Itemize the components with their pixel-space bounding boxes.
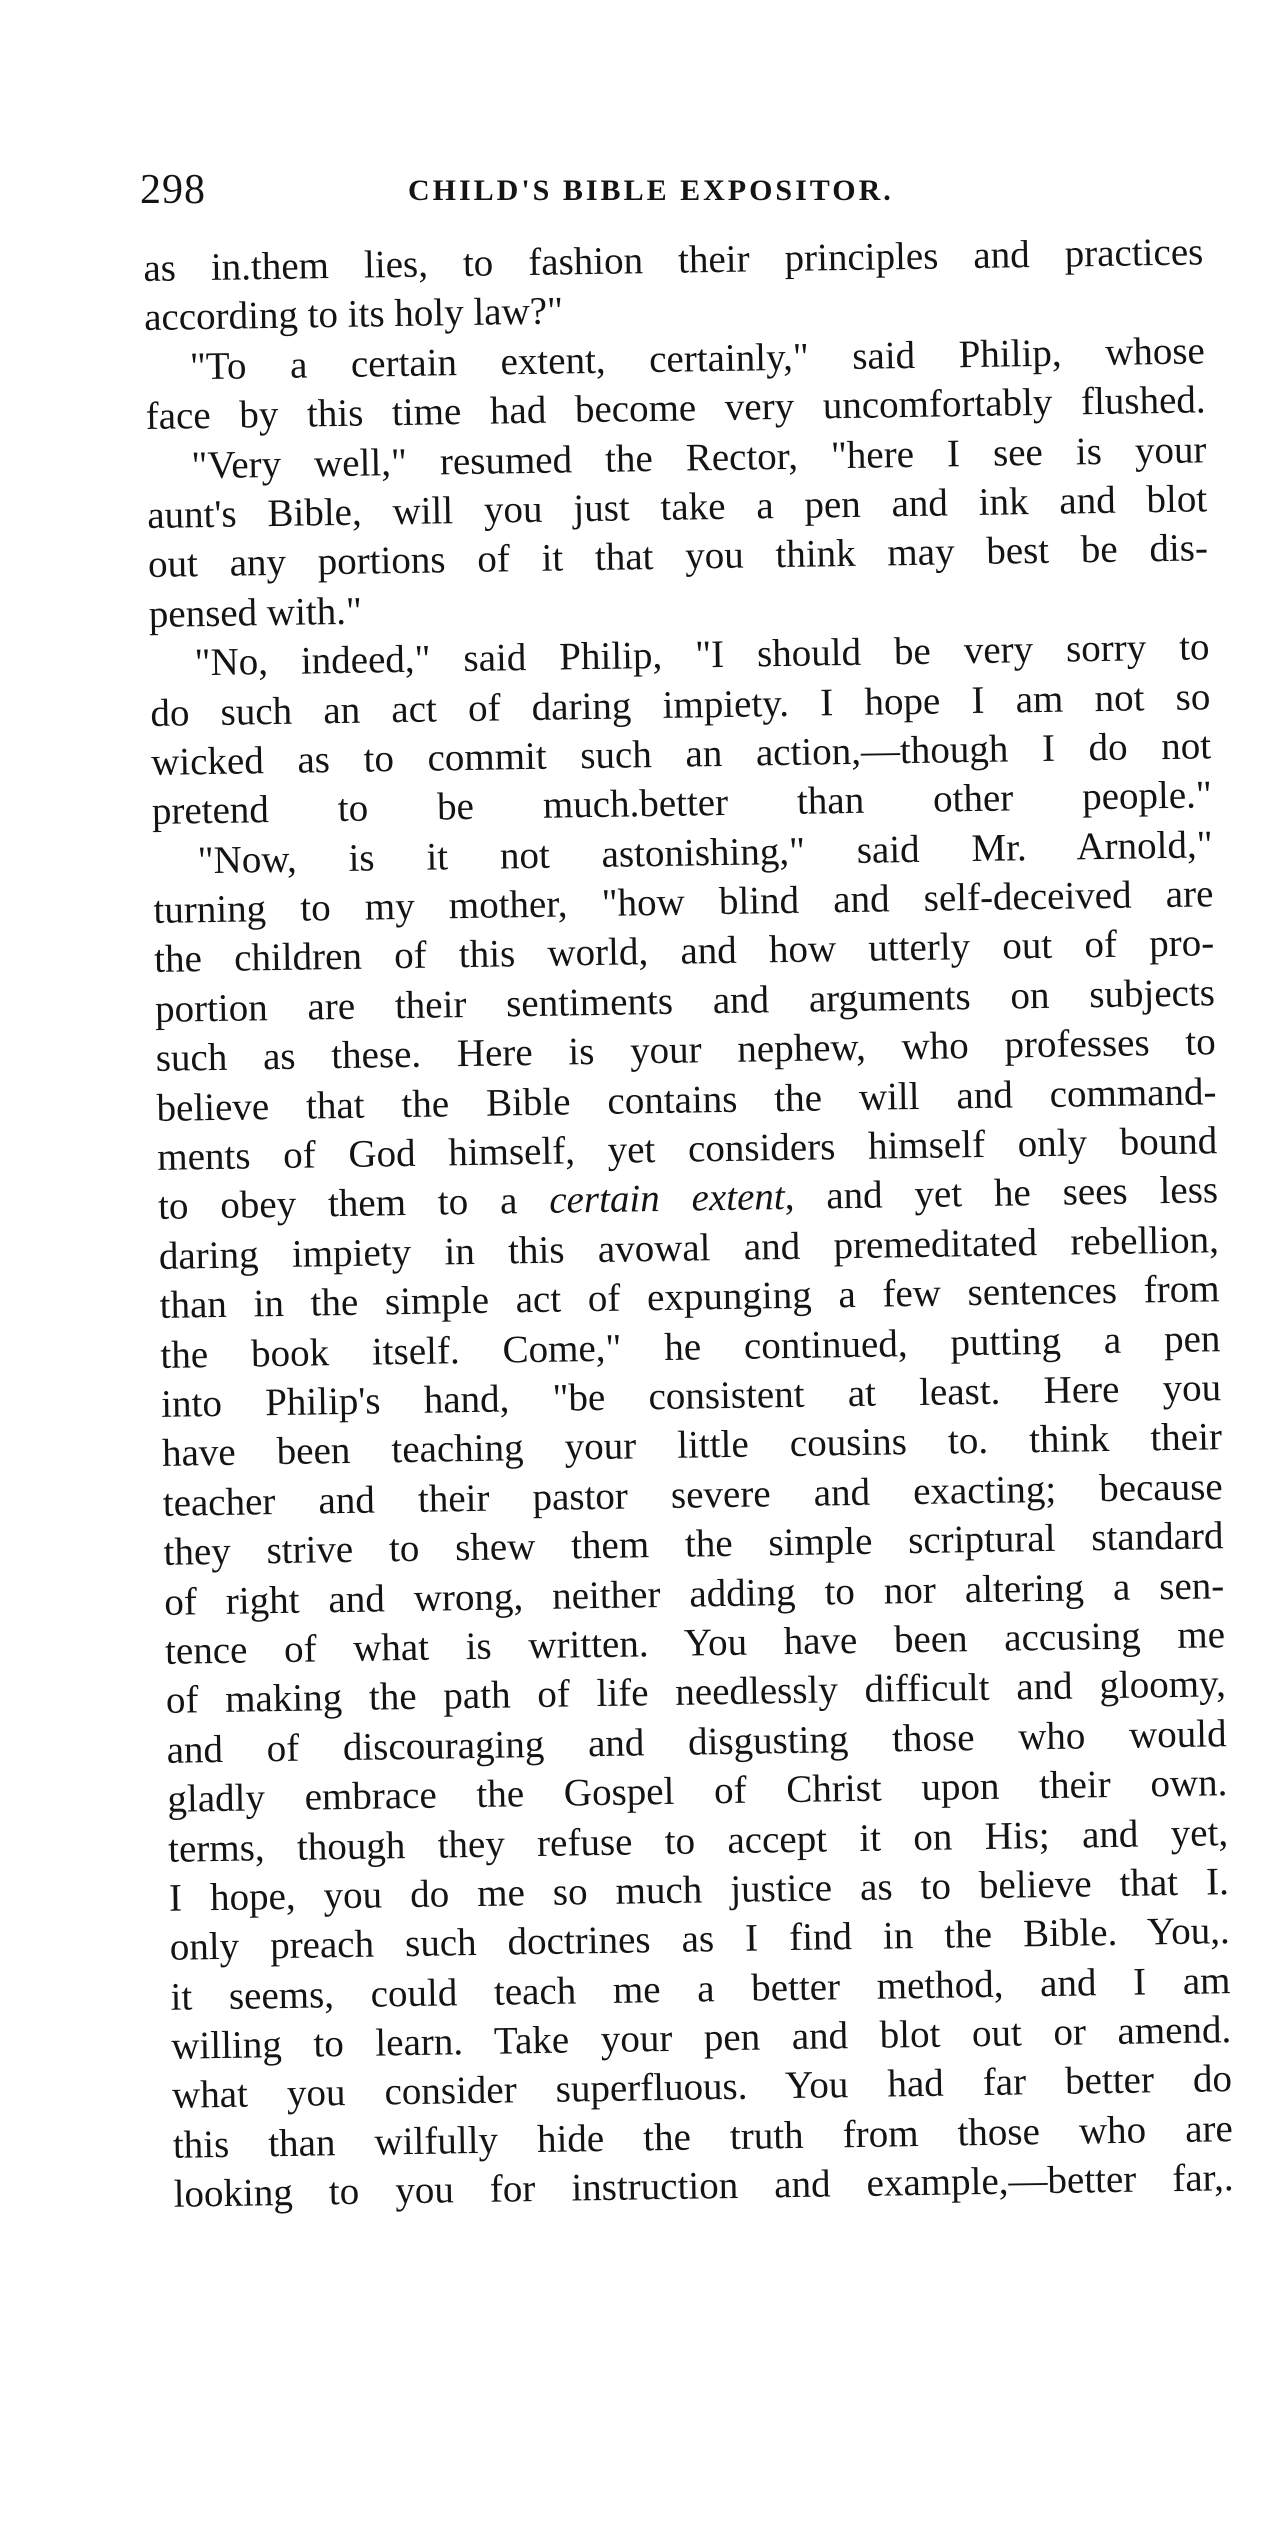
text-line: the children of this world, and how utterly out of pro-	[153, 921, 1215, 982]
text-line: only preach such doctrines as I find in the Bible. You,.	[169, 1909, 1230, 1970]
text-line: face by this time had become very uncomfortably flushed.	[145, 378, 1206, 439]
text-line: tence of what is written. You have been accusing me	[164, 1613, 1226, 1673]
text-line: pensed with."	[148, 589, 363, 636]
text-line: this than wilfully hide the truth from those who are	[172, 2106, 1234, 2167]
text-line: terms, though they refuse to accept it on His; and yet,	[167, 1810, 1229, 1871]
text-line: it seems, could teach me a better method, and I am	[170, 1958, 1231, 2019]
text-segment: , and yet he sees less	[784, 1168, 1219, 1219]
text-line: daring impiety in this avowal and premeditated rebellion,	[158, 1218, 1220, 1278]
text-line: into Philip's hand, "be consistent at least. Here you	[160, 1366, 1222, 1426]
text-line: gladly embrace the Gospel of Christ upon their own.	[167, 1761, 1228, 1821]
running-title: CHILD'S BIBLE EXPOSITOR.	[408, 174, 894, 207]
text-line: "Very well," resumed the Rector, "here I see is your	[191, 427, 1207, 487]
text-line: "To a certain extent, certainly," said Philip, whose	[189, 329, 1206, 389]
text-line: I hope, you do me so much justice as to believe that I.	[168, 1860, 1230, 1920]
text-line: such as these. Here is your nephew, who professes to	[155, 1020, 1217, 1081]
text-line: turning to my mother, "how blind and self-deceived are	[153, 872, 1214, 932]
emphasized-text: certain extent	[548, 1175, 786, 1223]
text-line: "No, indeed," said Philip, "I should be very sorry to	[194, 625, 1210, 685]
text-line: wicked as to commit such an action,—though I do not	[150, 724, 1212, 784]
text-line: "Now, is it not astonishing," said Mr. Arnold,"	[197, 822, 1213, 882]
text-segment: to obey them to a	[157, 1179, 518, 1229]
text-line: what you consider superfluous. You had far better do	[171, 2057, 1233, 2118]
text-line: of right and wrong, neither adding to nor altering a sen-	[163, 1563, 1225, 1624]
text-line: pretend to be much.better than other people."	[151, 773, 1213, 834]
text-line: ments of God himself, yet considers himself only bound	[157, 1119, 1218, 1179]
text-line: and of discouraging and disgusting those who would	[166, 1711, 1227, 1772]
text-line: according to its holy law?"	[143, 289, 564, 340]
text-line: of making the path of life needlessly difficult and gloomy,	[165, 1662, 1227, 1723]
text-line: portion are their sentiments and arguments on subjects	[154, 971, 1216, 1031]
text-line: than in the simple act of expunging a few sentences from	[159, 1267, 1220, 1328]
text-line: do such an act of daring impiety. I hope I am not so	[150, 674, 1211, 735]
text-line: they strive to shew them the simple scriptural standard	[163, 1514, 1224, 1574]
text-line: believe that the Bible contains the will and command-	[156, 1069, 1217, 1130]
text-line: willing to learn. Take your pen and blot out or amend.	[170, 2008, 1232, 2068]
text-line: have been teaching your little cousins to. think their	[161, 1415, 1223, 1476]
page-number: 298	[140, 167, 206, 213]
text-line: looking to you for instruction and example,—better far,.	[173, 2156, 1234, 2216]
text-line: the book itself. Come," he continued, putting a pen	[160, 1316, 1221, 1377]
page-header	[140, 160, 1160, 220]
text-line: teacher and their pastor severe and exacting; because	[162, 1464, 1223, 1525]
text-line: as in.them lies, to fashion their principles and practices	[143, 230, 1204, 290]
text-line: aunt's Bible, will you just take a pen and ink and blot	[146, 477, 1208, 537]
text-line: out any portions of it that you think may best be dis-	[147, 526, 1209, 587]
body-text	[143, 227, 1234, 2219]
